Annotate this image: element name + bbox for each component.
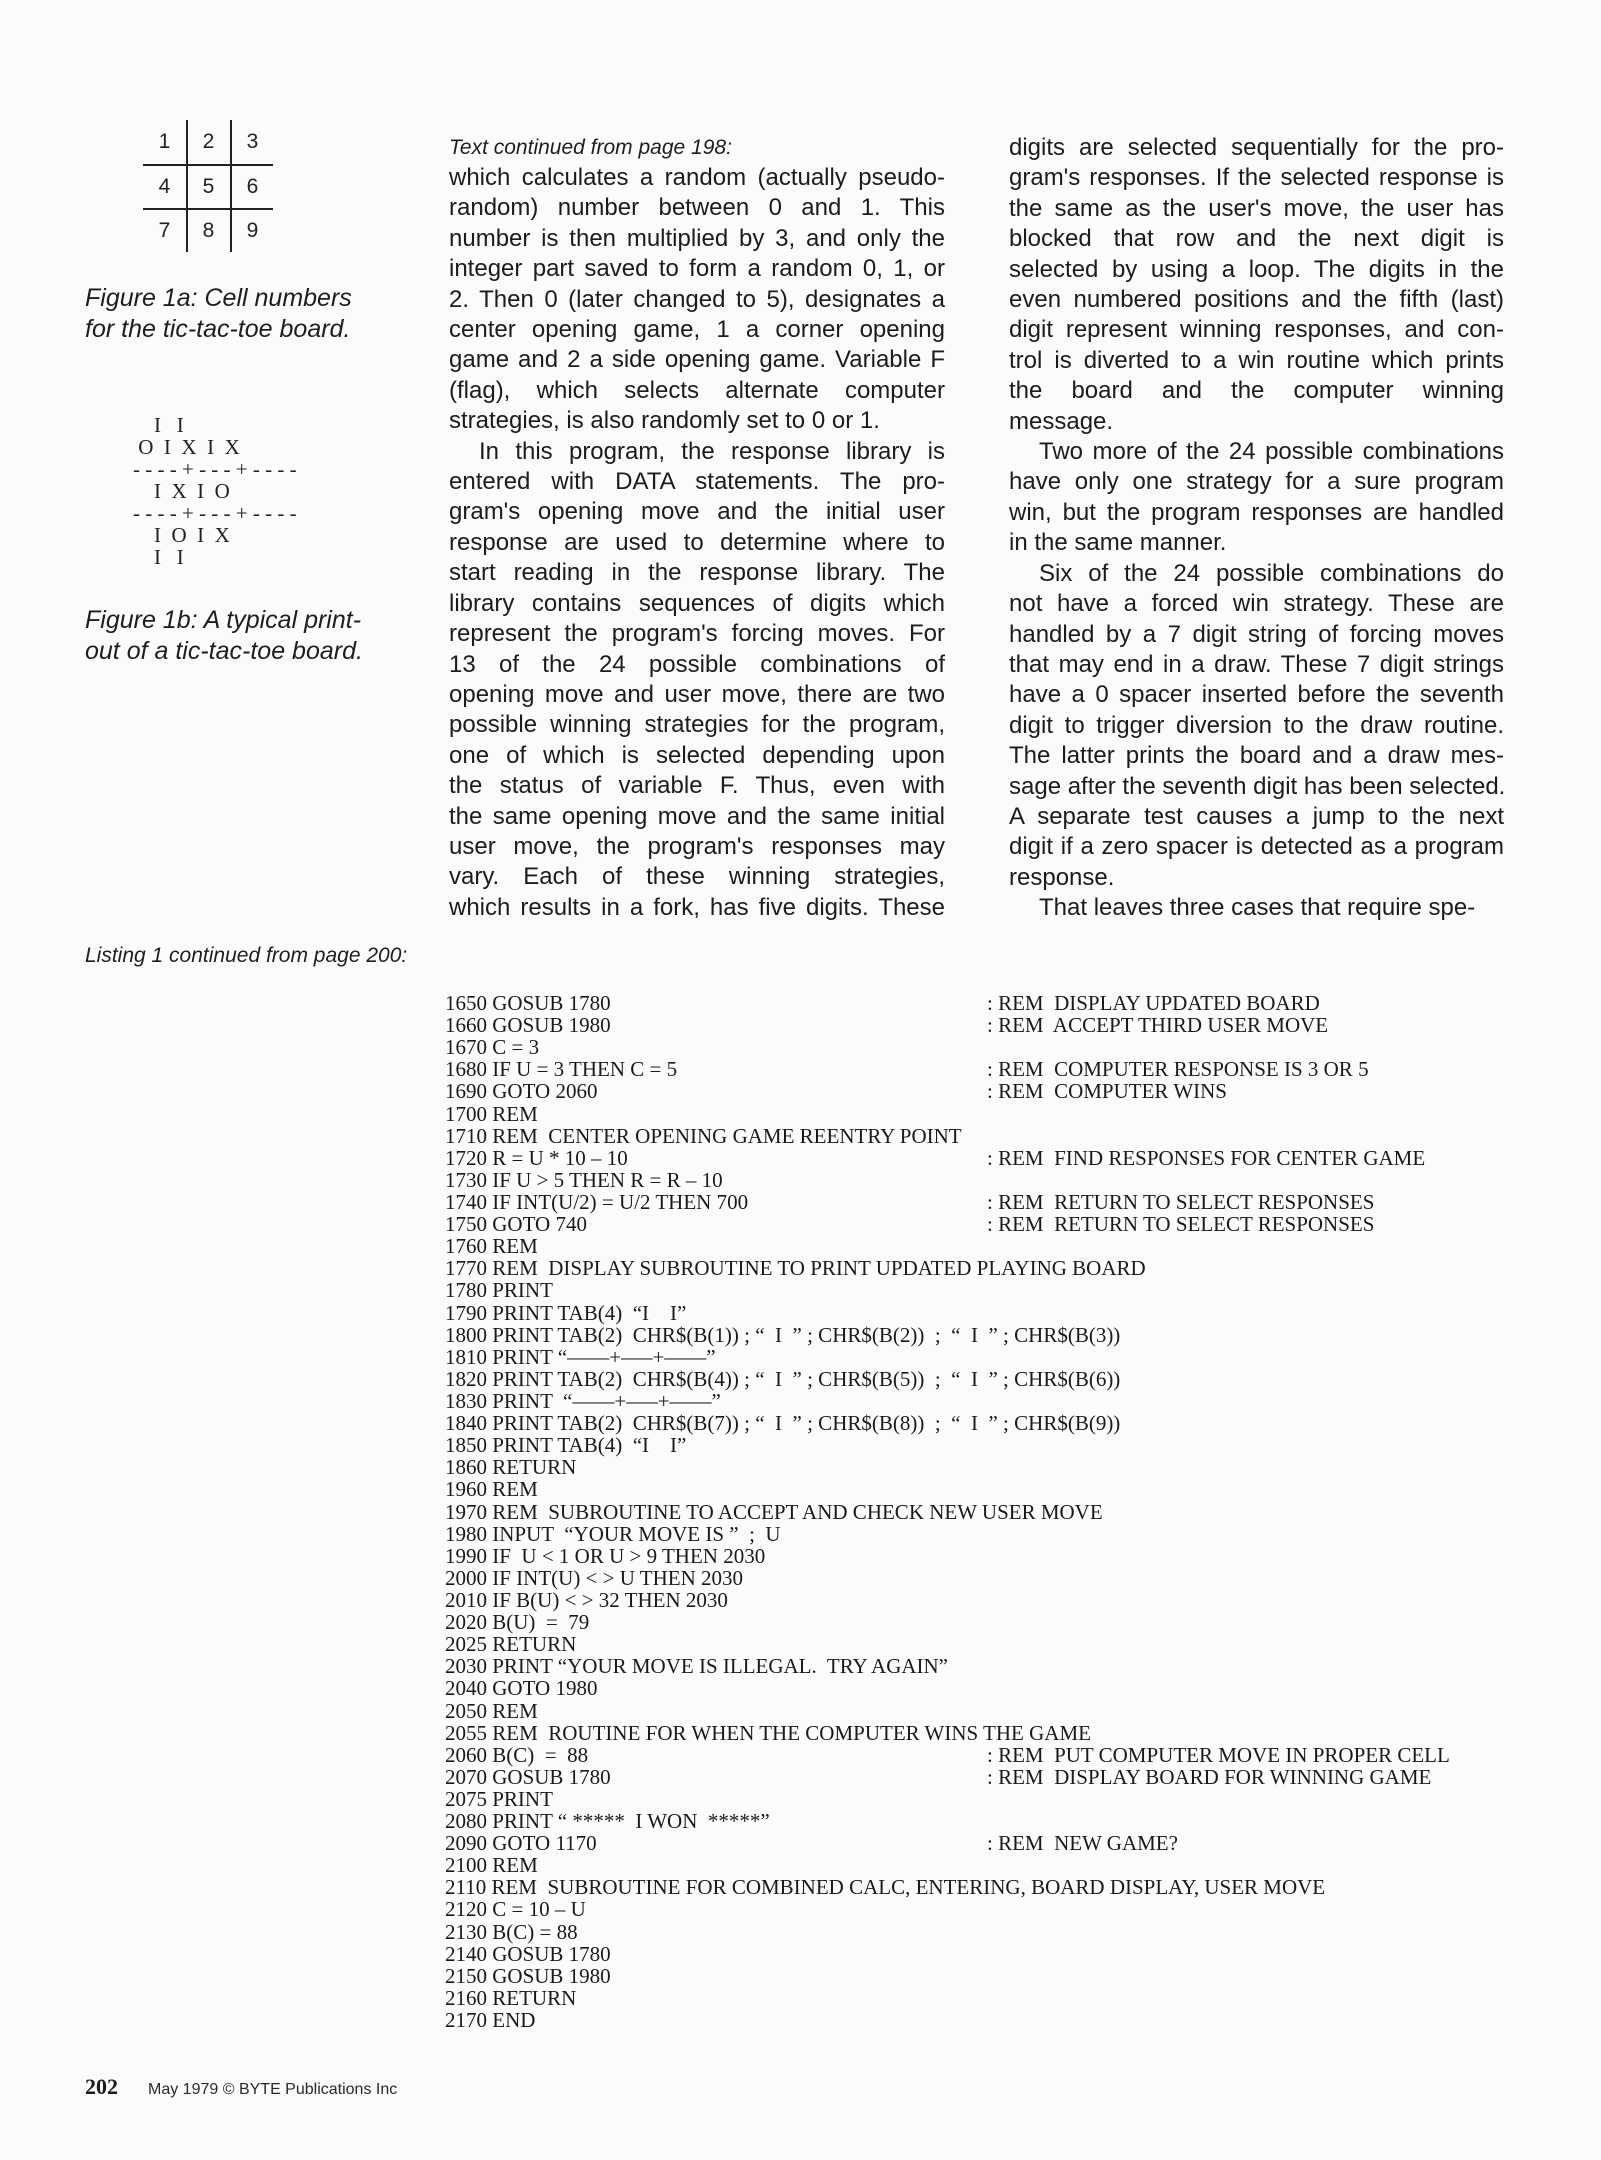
code-statement: 2030 PRINT “YOUR MOVE IS ILLEGAL. TRY AGAIN” xyxy=(445,1654,949,1679)
code-line xyxy=(445,1213,1575,1235)
printout-line: - - - - + - - - + - - - - xyxy=(133,501,297,525)
code-statement: 2170 END xyxy=(445,2008,536,2033)
text-line: integer part saved to form a random 0, 1, or xyxy=(449,255,945,283)
board-cell-number: 5 xyxy=(202,175,215,198)
code-statement: 1770 REM DISPLAY SUBROUTINE TO PRINT UPDATED PLAYING BOARD xyxy=(445,1256,1146,1281)
text-line: entered with DATA statements. The pro- xyxy=(449,468,945,496)
code-line xyxy=(445,1832,1575,1854)
board-cell-number: 3 xyxy=(246,130,259,153)
text-line: In this program, the response library is xyxy=(479,437,945,465)
code-statement: 1740 IF INT(U/2) = U/2 THEN 700 xyxy=(445,1189,749,1214)
printout-line: I I xyxy=(133,545,184,569)
code-line xyxy=(445,1744,1575,1766)
code-line xyxy=(445,1346,1575,1368)
board-cell-number: 8 xyxy=(202,219,215,242)
code-statement: 2090 GOTO 1170 xyxy=(445,1831,597,1856)
page-number: 202 xyxy=(85,2074,118,2099)
code-line xyxy=(445,1545,1575,1567)
text-line: A separate test causes a jump to the next xyxy=(1009,802,1504,830)
text-line: sage after the seventh digit has been selected. xyxy=(1009,772,1506,800)
text-line: The latter prints the board and a draw mes- xyxy=(1009,742,1504,770)
text-line: Six of the 24 possible combinations do xyxy=(1039,559,1504,587)
code-line xyxy=(445,1965,1575,1987)
text-line: library contains sequences of digits which xyxy=(449,589,945,617)
code-statement: 2025 RETURN xyxy=(445,1632,577,1657)
code-listing xyxy=(445,992,1575,2031)
code-line xyxy=(445,1921,1575,1943)
code-statement: 2020 B(U) = 79 xyxy=(445,1610,590,1635)
publication-credit: May 1979 © BYTE Publications Inc xyxy=(148,2081,398,2098)
text-line: start reading in the response library. The xyxy=(449,559,945,587)
code-line xyxy=(445,1700,1575,1722)
text-line: not have a forced win strategy. These are xyxy=(1009,590,1504,618)
code-statement: 1670 C = 3 xyxy=(445,1035,540,1060)
text-line: handled by a 7 digit string of forcing moves xyxy=(1009,620,1504,648)
board-cell-number: 4 xyxy=(158,175,171,198)
listing-continued-label: Listing 1 continued from page 200: xyxy=(85,944,408,967)
board-divider xyxy=(143,164,273,166)
code-remark: : REM RETURN TO SELECT RESPONSES xyxy=(987,1212,1375,1237)
board-divider xyxy=(230,120,232,252)
text-line: 13 of the 24 possible combinations of xyxy=(449,650,945,678)
code-statement: 1730 IF U > 5 THEN R = R – 10 xyxy=(445,1167,723,1192)
article-column-middle xyxy=(449,163,945,923)
code-line xyxy=(445,1412,1575,1434)
code-line xyxy=(445,1633,1575,1655)
text-line: Two more of the 24 possible combinations xyxy=(1039,438,1504,466)
code-statement: 1720 R = U * 10 – 10 xyxy=(445,1145,628,1170)
code-statement: 2070 GOSUB 1780 xyxy=(445,1764,611,1789)
text-line: That leaves three cases that require spe- xyxy=(1039,894,1476,922)
code-line xyxy=(445,1434,1575,1456)
code-statement: 2040 GOTO 1980 xyxy=(445,1676,598,1701)
code-statement: 1810 PRINT “––––+–––+––––” xyxy=(445,1344,716,1369)
text-line: digit if a zero spacer is detected as a program xyxy=(1009,833,1504,861)
code-line xyxy=(445,1390,1575,1412)
code-statement: 1980 INPUT “YOUR MOVE IS ” ; U xyxy=(445,1521,781,1546)
text-line: in the same manner. xyxy=(1009,529,1227,557)
text-line: game and 2 a side opening game. Variable F xyxy=(449,346,945,374)
code-statement: 2110 REM SUBROUTINE FOR COMBINED CALC, ENTERING, BOARD DISPLAY, USER MOVE xyxy=(445,1875,1326,1900)
caption-line: Figure 1a: Cell numbers xyxy=(85,284,352,312)
code-statement: 1710 REM CENTER OPENING GAME REENTRY POINT xyxy=(445,1123,962,1148)
printout-line: I X I O xyxy=(133,479,230,503)
code-statement: 1750 GOTO 740 xyxy=(445,1212,587,1237)
code-line xyxy=(445,1501,1575,1523)
code-remark: : REM COMPUTER WINS xyxy=(987,1079,1227,1104)
code-statement: 2100 REM xyxy=(445,1853,538,1878)
code-statement: 1830 PRINT “––––+–––+––––” xyxy=(445,1388,721,1413)
text-line: blocked that row and the next digit is xyxy=(1009,225,1504,253)
text-line: selected by using a loop. The digits in the xyxy=(1009,255,1504,283)
figure-1a-board xyxy=(143,120,273,252)
code-line xyxy=(445,1523,1575,1545)
text-line: the board and the computer winning xyxy=(1009,377,1504,405)
code-statement: 2060 B(C) = 88 xyxy=(445,1742,589,1767)
code-line xyxy=(445,1876,1575,1898)
code-line xyxy=(445,1611,1575,1633)
code-remark: : REM COMPUTER RESPONSE IS 3 OR 5 xyxy=(987,1057,1369,1082)
code-line xyxy=(445,1257,1575,1279)
code-line xyxy=(445,1655,1575,1677)
code-line xyxy=(445,1147,1575,1169)
code-statement: 1840 PRINT TAB(2) CHR$(B(7)) ; “ I ” ; CHR$(B(8)) ; “ I ” ; CHR$(B(9)) xyxy=(445,1411,1121,1436)
text-line: number is then multiplied by 3, and only the xyxy=(449,224,945,252)
code-remark: : REM DISPLAY UPDATED BOARD xyxy=(987,991,1320,1015)
text-line: represent the program's forcing moves. For xyxy=(449,620,945,648)
text-line: response. xyxy=(1009,863,1115,891)
text-line: the same as the user's move, the user has xyxy=(1009,194,1504,222)
code-statement: 1760 REM xyxy=(445,1234,538,1259)
code-line xyxy=(445,1788,1575,1810)
text-line: have only one strategy for a sure program xyxy=(1009,468,1504,496)
code-line xyxy=(445,1943,1575,1965)
code-remark: : REM RETURN TO SELECT RESPONSES xyxy=(987,1189,1375,1214)
code-statement: 1680 IF U = 3 THEN C = 5 xyxy=(445,1057,678,1082)
code-line xyxy=(445,1058,1575,1080)
text-line: user move, the program's responses may xyxy=(449,832,945,860)
code-statement: 2050 REM xyxy=(445,1698,538,1723)
text-line: the status of variable F. Thus, even with xyxy=(449,772,945,800)
printout-line: O I X I X xyxy=(133,435,240,459)
caption-line: for the tic-tac-toe board. xyxy=(85,315,351,343)
code-line xyxy=(445,1368,1575,1390)
code-statement: 1690 GOTO 2060 xyxy=(445,1079,598,1104)
code-statement: 1990 IF U < 1 OR U > 9 THEN 2030 xyxy=(445,1543,766,1568)
board-divider xyxy=(143,208,273,210)
code-statement: 1800 PRINT TAB(2) CHR$(B(1)) ; “ I ” ; CHR$(B(2)) ; “ I ” ; CHR$(B(3)) xyxy=(445,1322,1121,1347)
code-statement: 1860 RETURN xyxy=(445,1455,577,1480)
code-line xyxy=(445,1898,1575,1920)
figure-1b-printout xyxy=(133,414,297,568)
board-cell-number: 1 xyxy=(158,130,171,153)
code-statement: 2130 B(C) = 88 xyxy=(445,1919,578,1944)
text-line: the same opening move and the same initial xyxy=(449,802,945,830)
code-line xyxy=(445,1766,1575,1788)
text-line: which calculates a random (actually pseudo- xyxy=(449,164,945,191)
code-line xyxy=(445,1036,1575,1058)
text-line: have a 0 spacer inserted before the seventh xyxy=(1009,681,1504,709)
code-line xyxy=(445,1125,1575,1147)
code-statement: 2160 RETURN xyxy=(445,1985,577,2010)
code-line xyxy=(445,1302,1575,1324)
code-statement: 1790 PRINT TAB(4) “I I” xyxy=(445,1300,687,1325)
text-line: possible winning strategies for the program, xyxy=(449,711,945,739)
text-line: message. xyxy=(1009,407,1114,435)
text-line: trol is diverted to a win routine which prints xyxy=(1009,346,1504,374)
code-remark: : REM PUT COMPUTER MOVE IN PROPER CELL xyxy=(987,1742,1450,1767)
code-statement: 2010 IF B(U) < > 32 THEN 2030 xyxy=(445,1587,728,1612)
code-statement: 2120 C = 10 – U xyxy=(445,1897,586,1922)
code-statement: 2000 IF INT(U) < > U THEN 2030 xyxy=(445,1565,744,1590)
text-line: gram's opening move and the initial user xyxy=(449,498,945,526)
text-continued-label: Text continued from page 198: xyxy=(449,136,732,159)
code-statement: 1700 REM xyxy=(445,1101,538,1126)
text-line: one of which is selected depending upon xyxy=(449,741,945,769)
code-statement: 2150 GOSUB 1980 xyxy=(445,1963,611,1988)
code-statement: 2055 REM ROUTINE FOR WHEN THE COMPUTER WINS THE GAME xyxy=(445,1720,1091,1745)
code-line xyxy=(445,1080,1575,1102)
printout-line: - - - - + - - - + - - - - xyxy=(133,457,297,481)
code-line xyxy=(445,1456,1575,1478)
text-line: digit represent winning responses, and con- xyxy=(1009,316,1504,344)
text-line: that may end in a draw. These 7 digit strings xyxy=(1009,650,1504,678)
text-line: opening move and user move, there are two xyxy=(449,680,945,708)
page-footer xyxy=(85,2074,397,2100)
text-line: center opening game, 1 a corner opening xyxy=(449,316,945,344)
printout-line: I I xyxy=(133,413,184,437)
caption-line: Figure 1b: A typical print- xyxy=(85,606,362,634)
code-line xyxy=(445,1103,1575,1125)
board-divider xyxy=(186,120,188,252)
code-line xyxy=(445,1589,1575,1611)
code-statement: 1850 PRINT TAB(4) “I I” xyxy=(445,1433,687,1458)
code-statement: 2075 PRINT xyxy=(445,1786,553,1811)
text-line: gram's responses. If the selected response is xyxy=(1009,164,1504,192)
code-statement: 1660 GOSUB 1980 xyxy=(445,1013,611,1038)
text-line: strategies, is also randomly set to 0 or 1. xyxy=(449,407,880,435)
code-line xyxy=(445,1014,1575,1036)
code-statement: 1820 PRINT TAB(2) CHR$(B(4)) ; “ I ” ; CHR$(B(5)) ; “ I ” ; CHR$(B(6)) xyxy=(445,1366,1121,1391)
code-line xyxy=(445,1987,1575,2009)
text-line: digits are selected sequentially for the pro- xyxy=(1009,134,1504,161)
code-statement: 2140 GOSUB 1780 xyxy=(445,1941,611,1966)
text-line: even numbered positions and the fifth (last) xyxy=(1009,286,1504,314)
code-remark: : REM FIND RESPONSES FOR CENTER GAME xyxy=(987,1145,1426,1170)
board-cell-number: 9 xyxy=(246,219,259,242)
code-line xyxy=(445,1567,1575,1589)
code-line xyxy=(445,1854,1575,1876)
code-line xyxy=(445,1169,1575,1191)
code-line xyxy=(445,1722,1575,1744)
figure-1a-caption xyxy=(85,283,352,345)
code-statement: 1780 PRINT xyxy=(445,1278,553,1303)
code-remark: : REM DISPLAY BOARD FOR WINNING GAME xyxy=(987,1764,1432,1789)
code-line xyxy=(445,1324,1575,1346)
text-line: response are used to determine where to xyxy=(449,528,945,556)
code-statement: 1970 REM SUBROUTINE TO ACCEPT AND CHECK NEW USER MOVE xyxy=(445,1499,1103,1524)
figure-1b-caption xyxy=(85,605,363,667)
caption-line: out of a tic-tac-toe board. xyxy=(85,637,363,665)
code-line xyxy=(445,1191,1575,1213)
text-line: digit to trigger diversion to the draw routine. xyxy=(1009,711,1504,739)
code-remark: : REM NEW GAME? xyxy=(987,1831,1178,1856)
code-line xyxy=(445,1810,1575,1832)
code-line xyxy=(445,1235,1575,1257)
code-line xyxy=(445,2009,1575,2031)
code-statement: 1650 GOSUB 1780 xyxy=(445,991,611,1015)
board-cell-number: 7 xyxy=(158,219,171,242)
code-line xyxy=(445,1279,1575,1301)
code-statement: 2080 PRINT “ ***** I WON *****” xyxy=(445,1809,770,1834)
code-line xyxy=(445,1478,1575,1500)
text-line: vary. Each of these winning strategies, xyxy=(449,863,945,891)
text-line: (flag), which selects alternate computer xyxy=(449,376,945,404)
code-line xyxy=(445,992,1575,1014)
code-remark: : REM ACCEPT THIRD USER MOVE xyxy=(987,1013,1329,1038)
board-cell-number: 6 xyxy=(246,175,259,198)
code-statement: 1960 REM xyxy=(445,1477,538,1502)
article-column-right xyxy=(1009,133,1504,924)
text-line: 2. Then 0 (later changed to 5), designates a xyxy=(449,285,945,313)
text-line: which results in a fork, has five digits. These xyxy=(449,893,945,921)
code-line xyxy=(445,1677,1575,1699)
text-line: random) number between 0 and 1. This xyxy=(449,194,945,222)
board-cell-number: 2 xyxy=(202,130,215,153)
printout-line: I O I X xyxy=(133,523,230,547)
text-line: win, but the program responses are handled xyxy=(1009,498,1504,526)
